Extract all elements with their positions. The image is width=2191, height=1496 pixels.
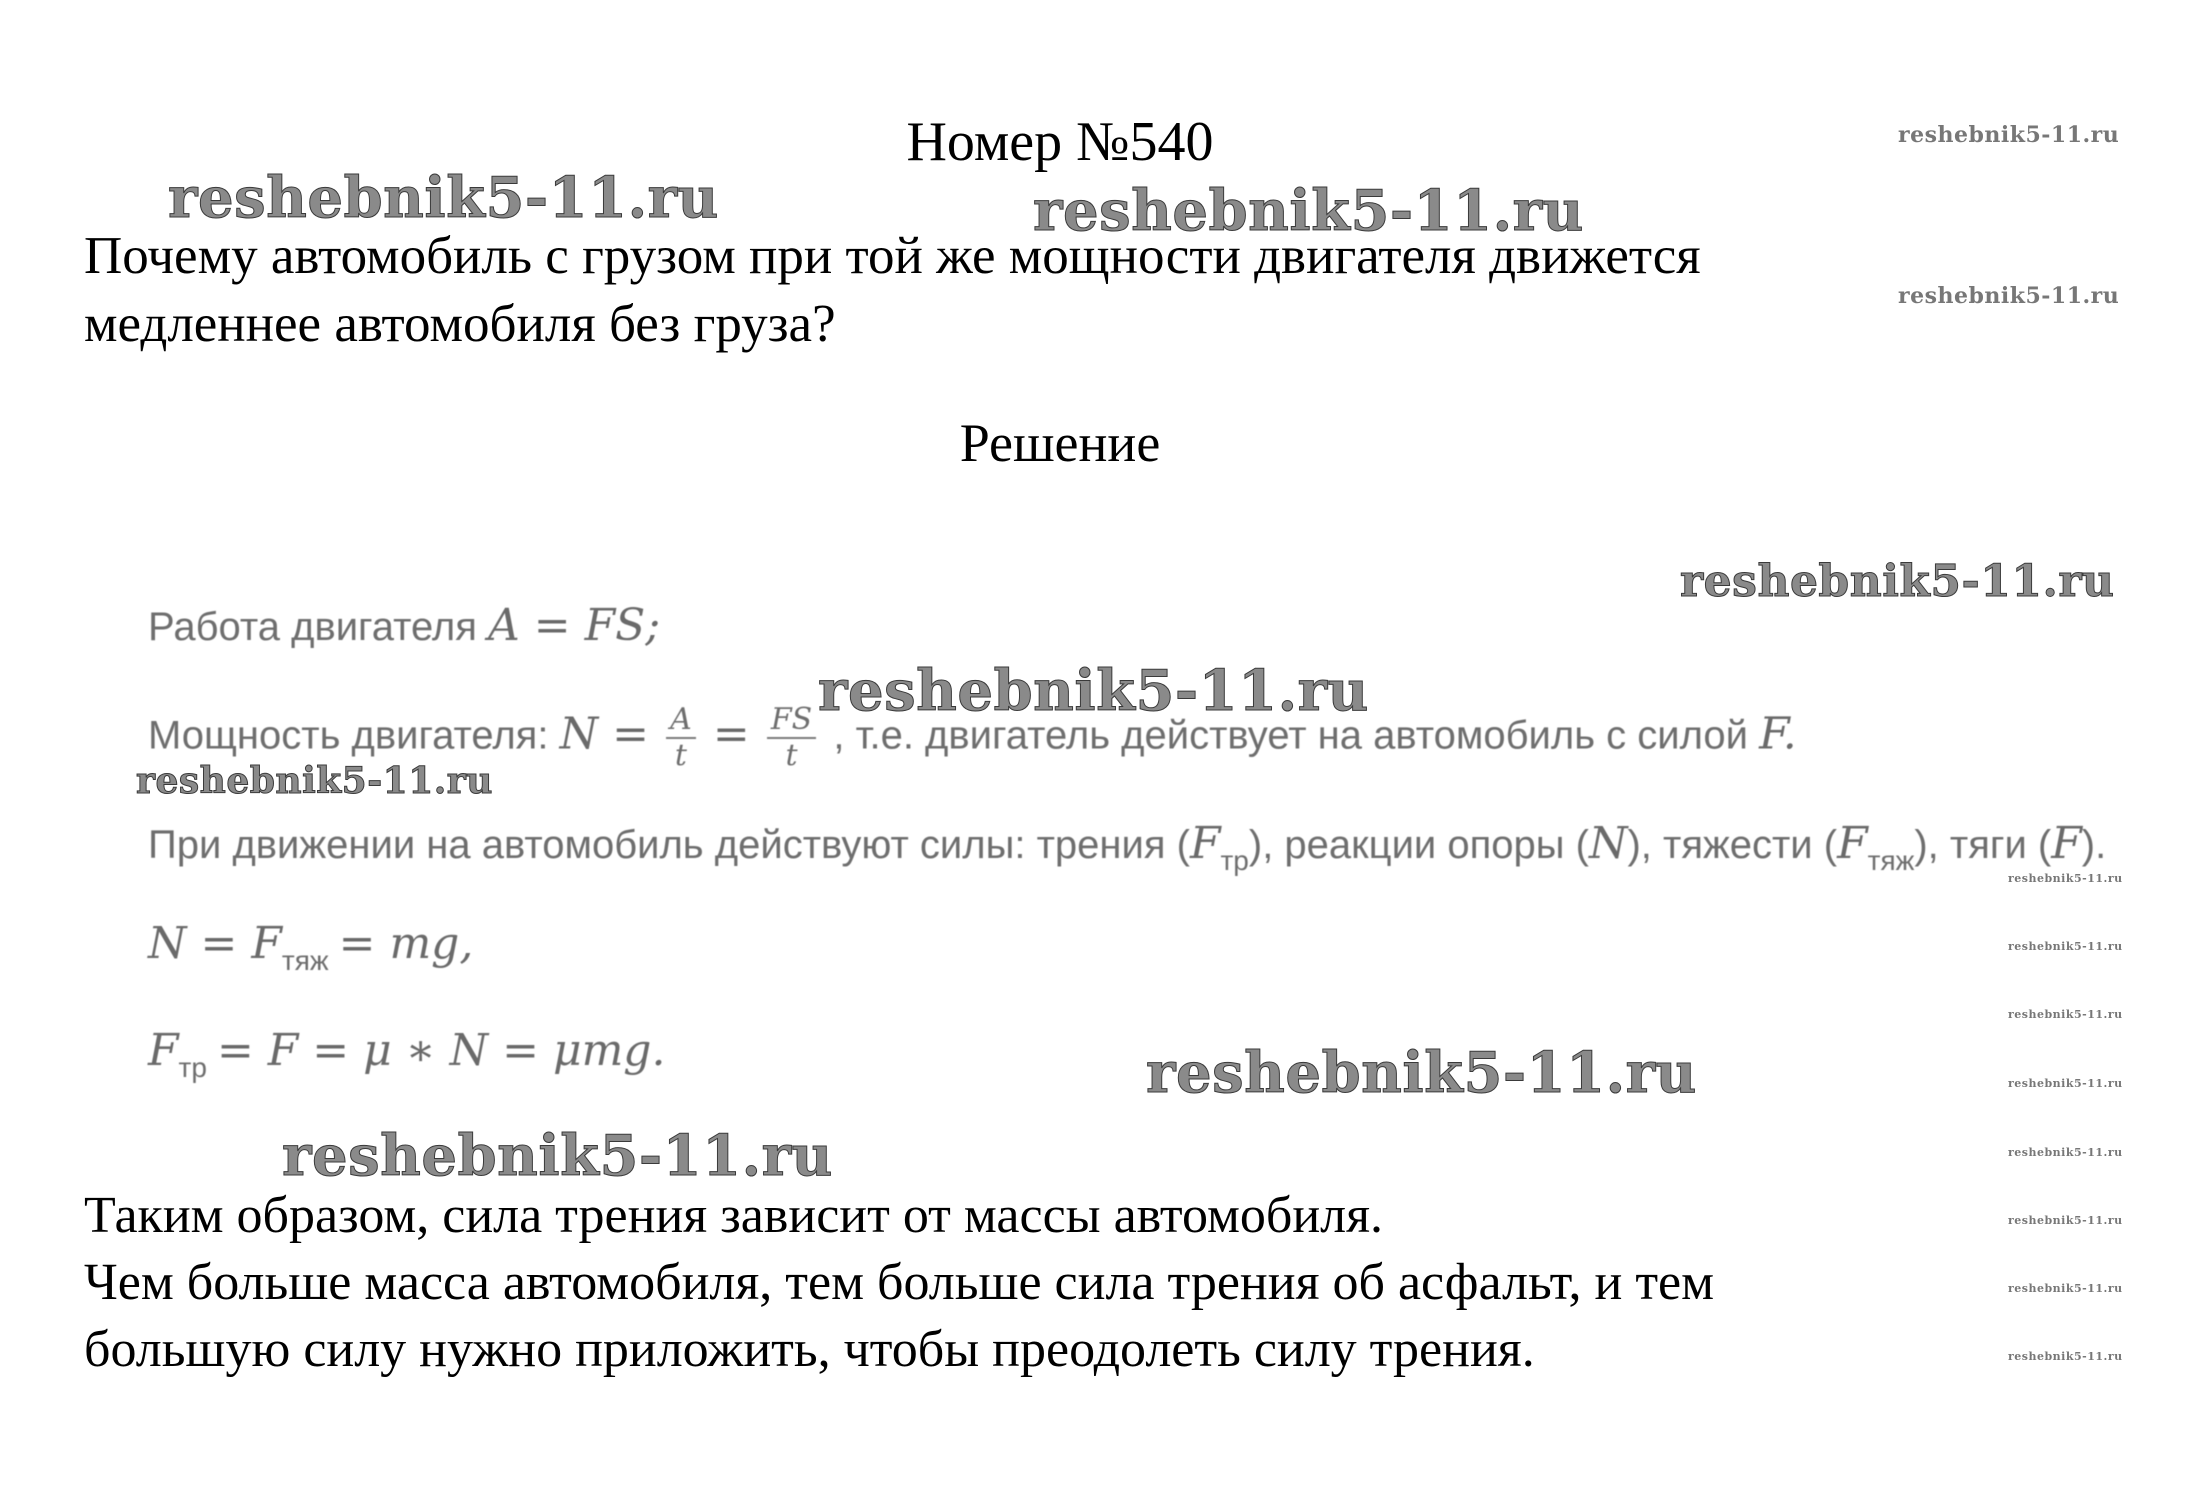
watermark: reshebnik5-11.ru xyxy=(2008,872,2123,885)
watermark: reshebnik5-11.ru xyxy=(2008,1282,2123,1295)
engine-power-lhs: N = xyxy=(559,708,649,760)
force-symbol: F. xyxy=(1759,708,1797,760)
watermark: reshebnik5-11.ru xyxy=(1146,1040,1697,1106)
forces-text: ), тяжести ( xyxy=(1627,823,1838,867)
equation-rhs: = F = μ ∗ N = μmg. xyxy=(216,1025,666,1076)
watermark: reshebnik5-11.ru xyxy=(2008,1146,2123,1159)
watermark: reshebnik5-11.ru xyxy=(136,760,493,802)
equation-lhs: F xyxy=(148,1025,179,1076)
forces-text: ), тяги ( xyxy=(1914,823,2052,867)
engine-power-explanation: , т.е. двигатель действует на автомобиль с силой xyxy=(833,713,1748,758)
gravity-force-symbol: F xyxy=(1837,818,1868,869)
subscript: тр xyxy=(1220,845,1249,876)
watermark: reshebnik5-11.ru xyxy=(168,165,719,231)
friction-force-symbol: F xyxy=(1189,818,1221,869)
normal-force-symbol: N xyxy=(1588,818,1628,869)
watermark: reshebnik5-11.ru xyxy=(1680,556,2115,607)
equals-sign: = xyxy=(712,708,750,760)
engine-power-label: Мощность двигателя: xyxy=(148,713,549,758)
normal-force-equation xyxy=(148,918,474,976)
watermark: reshebnik5-11.ru xyxy=(2008,1008,2123,1021)
question-line-2: медленнее автомобиля без груза? xyxy=(84,295,836,353)
watermark: reshebnik5-11.ru xyxy=(2008,940,2123,953)
friction-force-equation xyxy=(148,1025,666,1083)
watermark: reshebnik5-11.ru xyxy=(1033,178,1584,244)
solution-heading: Решение xyxy=(959,413,1161,473)
thrust-force-symbol: F xyxy=(2051,818,2082,869)
engine-work-label: Работа двигателя xyxy=(148,605,477,649)
watermark: reshebnik5-11.ru xyxy=(1898,122,2120,148)
conclusion-text xyxy=(84,1182,1714,1383)
forces-text: ). xyxy=(2081,823,2107,867)
problem-number-title: Номер №540 xyxy=(906,111,1214,173)
conclusion-line-2: Чем больше масса автомобиля, тем больше сила трения об асфальт, и тем xyxy=(84,1254,1715,1311)
subscript: тяж xyxy=(1867,845,1915,876)
watermark: reshebnik5-11.ru xyxy=(818,658,1369,724)
fraction-a-over-t xyxy=(666,703,696,773)
fraction-denominator: t xyxy=(674,738,687,773)
fraction-denominator: t xyxy=(785,738,798,773)
forces-text: ), реакции опоры ( xyxy=(1248,823,1589,867)
question-line-1: Почему автомобиль с грузом при той же мощности двигателя движется xyxy=(84,227,1701,285)
equation-rhs: = mg, xyxy=(338,918,474,969)
watermark: reshebnik5-11.ru xyxy=(2008,1077,2123,1090)
watermark: reshebnik5-11.ru xyxy=(282,1123,833,1189)
subscript: тяж xyxy=(281,945,329,976)
watermark: reshebnik5-11.ru xyxy=(2008,1350,2123,1363)
conclusion-line-1: Таким образом, сила трения зависит от массы автомобиля. xyxy=(84,1187,1384,1244)
watermark: reshebnik5-11.ru xyxy=(2008,1214,2123,1227)
engine-work-formula: A = FS; xyxy=(488,600,661,651)
subscript: тр xyxy=(178,1052,207,1083)
forces-text: При движении на автомобиль действуют силы: трения ( xyxy=(148,823,1190,867)
watermark: reshebnik5-11.ru xyxy=(1898,283,2120,309)
fraction-numerator: A xyxy=(666,703,696,739)
fraction-fs-over-t xyxy=(767,703,816,773)
forces-line xyxy=(148,818,2107,876)
engine-work-line xyxy=(148,600,660,651)
fraction-numerator: FS xyxy=(767,703,816,739)
equation-lhs: N = F xyxy=(148,918,282,969)
conclusion-line-3: большую силу нужно приложить, чтобы преодолеть силу трения. xyxy=(84,1321,1535,1378)
